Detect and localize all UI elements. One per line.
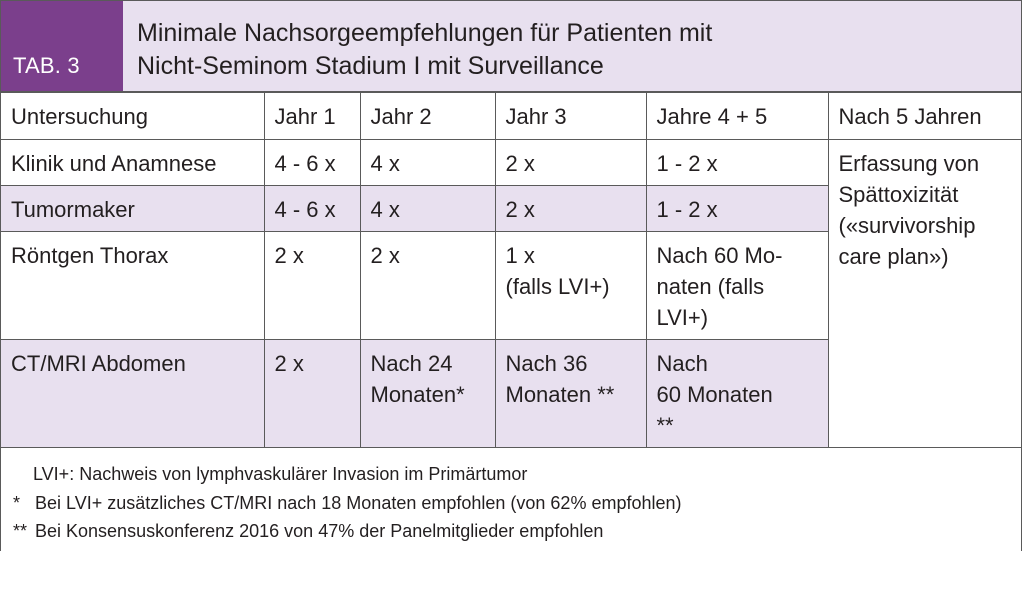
table-cell: Nach 24 Monaten* (360, 339, 495, 447)
table-title (137, 17, 712, 83)
title-line-1: Minimale Nachsorgeempfehlungen für Patienten mit (137, 19, 713, 47)
footnote-double-star (13, 517, 603, 545)
table-cell: 4 - 6 x (264, 185, 360, 231)
row-label: CT/MRI Abdomen (1, 339, 264, 447)
table-cell: Nach 60 Mo- naten (falls LVI+) (646, 231, 828, 339)
table-cell: 2 x (495, 139, 646, 185)
footnotes (1, 447, 1021, 551)
tab-label-text: TAB. 3 (13, 53, 80, 78)
footnote-single-star (13, 489, 682, 517)
column-header: Untersuchung (1, 93, 264, 139)
column-header: Nach 5 Jahren (828, 93, 1021, 139)
after-5-years-cell: Erfassung von Spättoxizität («survivorship care plan») (828, 139, 1021, 447)
footnote-lvi: LVI+: Nachweis von lymphvaskulärer Invasion im Primärtumor (33, 464, 528, 484)
table-cell: Nach 36 Monaten ** (495, 339, 646, 447)
tab-label-badge (1, 1, 123, 91)
table-cell: 1 - 2 x (646, 139, 828, 185)
table-cell: 4 x (360, 139, 495, 185)
row-label: Klinik und Anamnese (1, 139, 264, 185)
followup-table (1, 93, 1021, 448)
column-header: Jahre 4 + 5 (646, 93, 828, 139)
table-cell: 2 x (495, 185, 646, 231)
table-cell: 2 x (360, 231, 495, 339)
title-line-2: Nicht-Seminom Stadium I mit Surveillance (137, 52, 604, 80)
table-header-row (1, 93, 1021, 139)
footnote-double-star-mark: ** (13, 521, 28, 541)
row-label: Röntgen Thorax (1, 231, 264, 339)
footnote-star-text: Bei LVI+ zusätzliches CT/MRI nach 18 Monaten empfohlen (von 62% empfohlen) (35, 493, 682, 513)
table-cell: Nach 60 Monaten ** (646, 339, 828, 447)
footnote-star-mark: * (13, 493, 21, 513)
footnote-double-star-text: Bei Konsensuskonferenz 2016 von 47% der Panelmitglieder empfohlen (35, 521, 604, 541)
column-header: Jahr 2 (360, 93, 495, 139)
table-cell: 2 x (264, 231, 360, 339)
table-header (1, 1, 1021, 93)
table-cell: 2 x (264, 339, 360, 447)
table-cell: 1 x (falls LVI+) (495, 231, 646, 339)
column-header: Jahr 1 (264, 93, 360, 139)
table-cell: 4 - 6 x (264, 139, 360, 185)
column-header: Jahr 3 (495, 93, 646, 139)
table-row (1, 139, 1021, 185)
table-cell: 4 x (360, 185, 495, 231)
table-cell: 1 - 2 x (646, 185, 828, 231)
row-label: Tumormaker (1, 185, 264, 231)
